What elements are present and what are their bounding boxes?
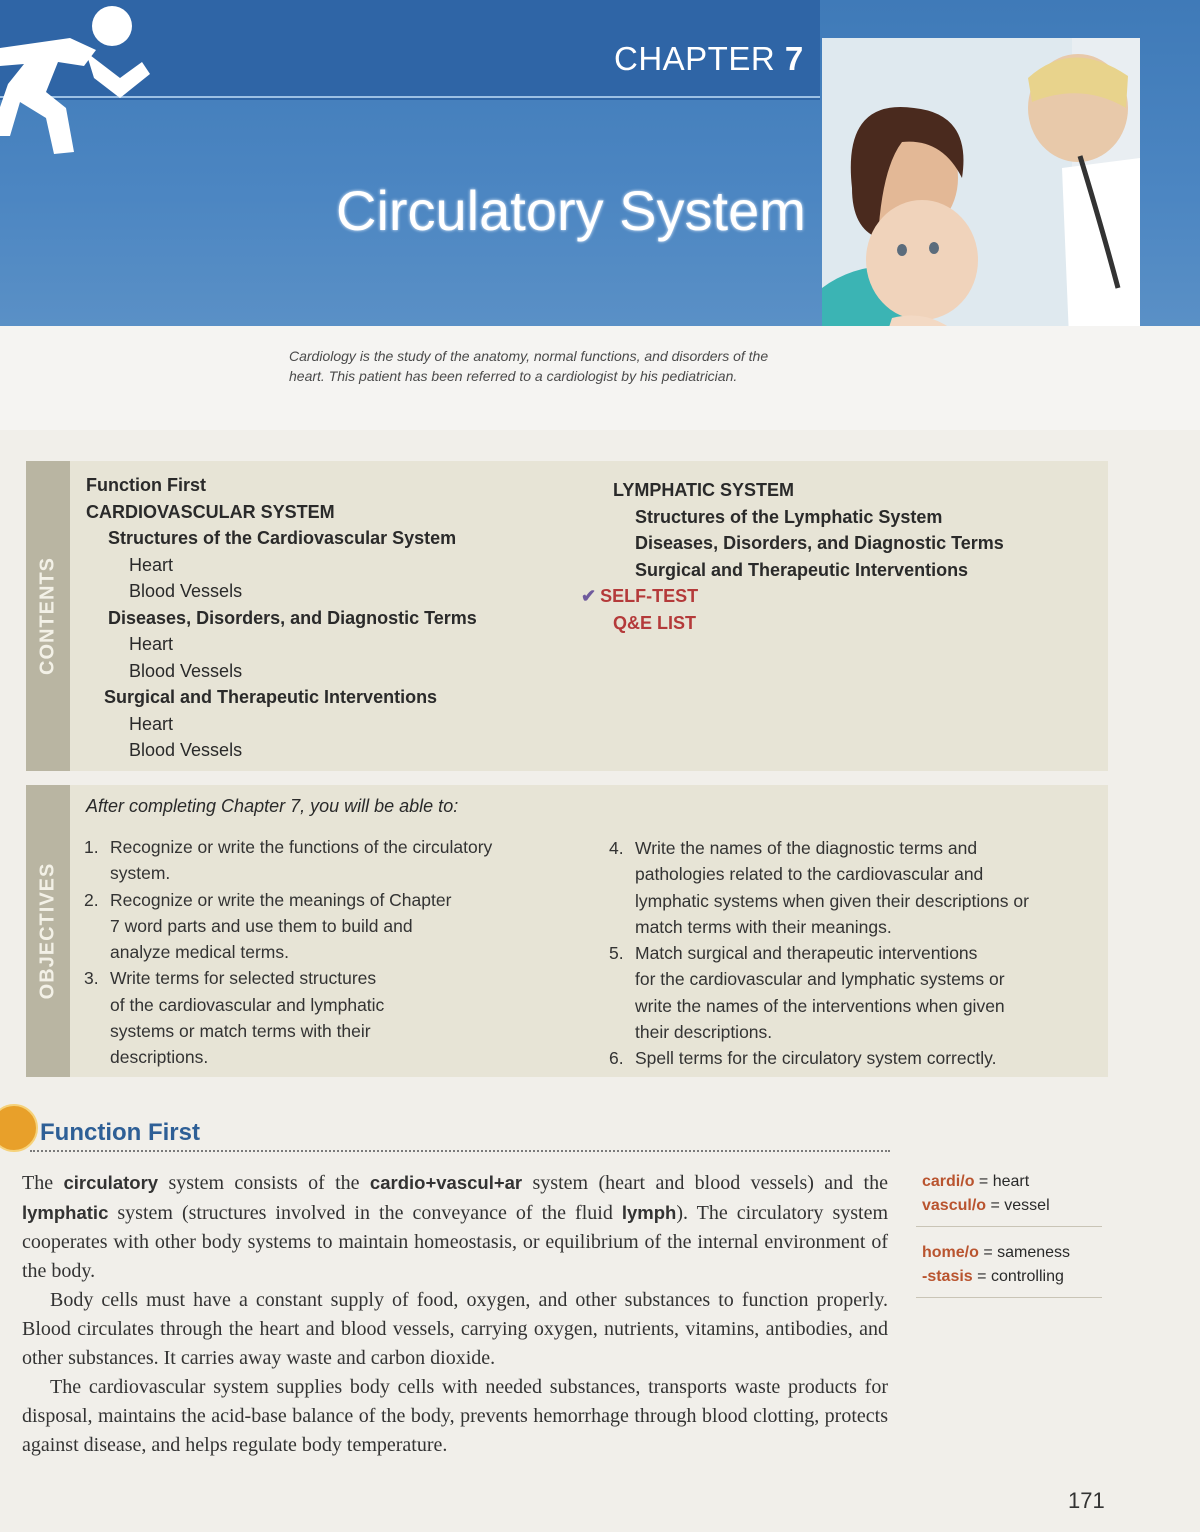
objective-item: 3. Write terms for selected structures of the cardiovascular and lymphatic systems or match terms with their descriptions.: [84, 968, 385, 1068]
toc-item[interactable]: CARDIOVASCULAR SYSTEM: [86, 501, 335, 522]
contents-tab: [26, 461, 70, 771]
objective-item: 5. Match surgical and therapeutic interventions for the cardiovascular and lymphatic systems or write the names of the interventions when given their descriptions.: [609, 943, 1005, 1043]
paragraph: The circulatory system consists of the cardio+vascul+ar system (heart and blood vessels) and the lymphatic system (structures involved in the conveyance of the fluid lymph). The circulatory system cooperates with other body systems to maintain homeostasis, or equilibrium of the internal environment of the body.: [22, 1172, 889, 1282]
objectives-tab: [26, 785, 70, 1077]
q-and-e-list-link[interactable]: Q&E LIST: [613, 612, 697, 633]
toc-item[interactable]: Structures of the Lymphatic System: [635, 506, 943, 527]
objective-item: 1. Recognize or write the functions of the circulatory system.: [84, 837, 493, 884]
toc-item[interactable]: LYMPHATIC SYSTEM: [613, 480, 795, 500]
function-first-body: [22, 1168, 888, 1460]
contents-left-column: [86, 472, 477, 764]
paragraph: The cardiovascular system supplies body cells with needed substances, transports waste products for disposal, maintains the acid-base balance of the body, prevents hemorrhage through blood clotting, protects against disease, and helps regulate body temperature.: [22, 1376, 888, 1456]
page-number: 171: [1068, 1488, 1105, 1513]
toc-item[interactable]: Heart: [129, 554, 174, 575]
word-part-group: [916, 1170, 1102, 1227]
heart-brain-icon: [0, 1104, 38, 1152]
objective-item: 2. Recognize or write the meanings of Chapter 7 word parts and use them to build and analyze medical terms.: [84, 889, 452, 963]
checkmark-icon: ✔: [581, 586, 597, 606]
section-divider: [30, 1150, 890, 1152]
objectives-left-column: [84, 834, 564, 1071]
self-test-link[interactable]: SELF-TEST: [600, 586, 699, 606]
contents-right-column: [581, 477, 1004, 636]
objectives-tab-label: OBJECTIVES: [36, 862, 59, 1000]
toc-item[interactable]: Heart: [129, 634, 174, 654]
toc-item[interactable]: Blood Vessels: [129, 660, 243, 681]
toc-item[interactable]: Function First: [86, 475, 206, 495]
toc-item[interactable]: Surgical and Therapeutic Interventions: [635, 559, 969, 580]
toc-item-self-test[interactable]: [581, 583, 1004, 610]
photo-caption: Cardiology is the study of the anatomy, normal functions, and disorders of the heart. This patient has been referred to a cardiologist by his pediatrician.: [289, 348, 769, 384]
word-part: -stasis = controlling: [922, 1268, 1064, 1285]
objective-item: 4. Write the names of the diagnostic terms and pathologies related to the cardiovascular and lymphatic systems when given their descriptions or match terms with their meanings.: [609, 838, 1029, 937]
contents-tab-label: CONTENTS: [36, 557, 59, 675]
toc-item[interactable]: Blood Vessels: [129, 581, 243, 601]
word-part: vascul/o = vessel: [922, 1197, 1050, 1214]
toc-item[interactable]: Surgical and Therapeutic Interventions: [104, 687, 438, 707]
toc-item[interactable]: Diseases, Disorders, and Diagnostic Terms: [635, 533, 1004, 553]
chapter-label: CHAPTER 7: [614, 40, 804, 77]
paragraph: Body cells must have a constant supply of food, oxygen, and other substances to function properly. Blood circulates through the heart and blood vessels, carrying oxygen, nutrients, vitamins, antibodies, and other substances. It carries away waste and carbon dioxide.: [22, 1289, 888, 1369]
word-parts-sidebar: [916, 1170, 1102, 1312]
objectives-intro: After completing Chapter 7, you will be able to:: [86, 796, 459, 816]
toc-item[interactable]: Heart: [129, 713, 174, 734]
chapter-title: Circulatory System: [336, 179, 806, 242]
word-part: home/o = sameness: [922, 1244, 1071, 1261]
word-part: cardi/o = heart: [922, 1173, 1030, 1190]
toc-item[interactable]: Structures of the Cardiovascular System: [108, 528, 457, 548]
function-first-heading: Function First: [40, 1119, 200, 1146]
runner-icon: [0, 0, 150, 160]
word-part-group: [916, 1241, 1102, 1298]
toc-item[interactable]: Blood Vessels: [129, 740, 243, 760]
objectives-right-column: [609, 835, 1099, 1072]
toc-item[interactable]: Diseases, Disorders, and Diagnostic Terms: [108, 607, 477, 628]
objective-item: 6. Spell terms for the circulatory system correctly.: [609, 1048, 997, 1069]
